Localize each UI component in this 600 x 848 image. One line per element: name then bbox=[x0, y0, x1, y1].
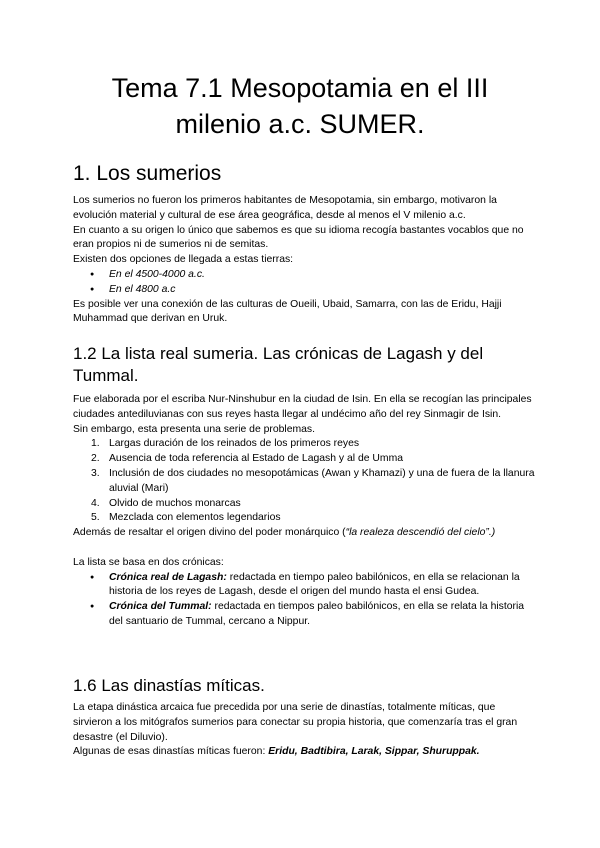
list-item: ● En el 4500-4000 a.c. bbox=[73, 268, 535, 283]
list-item bbox=[73, 497, 535, 512]
section1-paragraph-2: En cuanto a su origen lo único que sabemos es que su idioma recogía bastantes vocablos que no eran propios ni de sumerios ni de semitas. bbox=[73, 224, 524, 251]
section2-heading: 1.2 La lista real sumeria. Las crónicas de Lagash y del Tummal. bbox=[73, 344, 484, 385]
title-line-1: Tema 7.1 Mesopotamia en el III bbox=[111, 73, 489, 103]
list-item bbox=[73, 467, 535, 497]
section2-paragraph-1: Fue elaborada por el escriba Nur-Ninshubur en la ciudad de Isin. En ella se recogían las principales ciudades antediluvianas con sus reyes hasta llegar al undécimo año del rey Sinmagir de Isin. bbox=[73, 394, 532, 420]
list-item bbox=[73, 511, 535, 526]
list-item bbox=[73, 600, 535, 630]
item-number: 3. bbox=[91, 467, 100, 479]
dynasties-names: Eridu, Badtibira, Larak, Sippar, Shuruppak. bbox=[268, 746, 480, 758]
section1-heading: 1. Los sumerios bbox=[73, 162, 222, 185]
section1-body bbox=[73, 194, 535, 327]
section1-paragraph-4: Es posible ver una conexión de las culturas de Oueili, Ubaid, Samarra, con las de Eridu, Hajji Muhammad que derivan en Uruk. bbox=[73, 298, 502, 325]
item-number: 2. bbox=[91, 453, 100, 465]
section3-paragraph-2 bbox=[73, 745, 535, 760]
section2-paragraph-3 bbox=[73, 526, 535, 541]
title-line-2: milenio a.c. SUMER. bbox=[175, 109, 425, 139]
chronicle-name: Crónica del Tummal: bbox=[109, 601, 212, 613]
section1-paragraph-1: Los sumerios no fueron los primeros habitantes de Mesopotamia, sin embargo, motivaron la evolución material y cultural de ese área geográfica, desde al menos el V milenio a.c. bbox=[73, 195, 497, 221]
chronicle-name: Crónica real de Lagash: bbox=[109, 571, 227, 583]
list-item bbox=[73, 571, 535, 601]
section3-heading: 1.6 Las dinastías míticas. bbox=[73, 676, 265, 695]
item-text: Olvido de muchos monarcas bbox=[109, 497, 241, 509]
arrival-options-list bbox=[73, 268, 535, 298]
section2-paragraph-2: Sin embargo, esta presenta una serie de problemas. bbox=[73, 423, 316, 435]
divine-origin-text: Además de resaltar el origen divino del poder monárquico ( bbox=[73, 527, 346, 539]
problems-list bbox=[73, 437, 535, 526]
divine-origin-quote: “la realeza descendió del cielo”.) bbox=[345, 527, 496, 539]
item-number: 4. bbox=[91, 497, 100, 509]
section2-paragraph-4: La lista se basa en dos crónicas: bbox=[73, 556, 224, 568]
page-title bbox=[60, 70, 540, 142]
item-number: 1. bbox=[91, 438, 100, 450]
section2-body bbox=[73, 393, 535, 630]
item-text: Mezclada con elementos legendarios bbox=[109, 512, 281, 524]
blank-line bbox=[73, 541, 535, 556]
dynasties-intro: Algunas de esas dinastías míticas fueron: bbox=[73, 746, 269, 758]
section3-body bbox=[73, 701, 535, 760]
list-item: ● En el 4800 a.c bbox=[73, 283, 535, 298]
item-text: Inclusión de dos ciudades no mesopotámicas (Awan y Khamazi) y una de fuera de la llanura aluvial (Mari) bbox=[109, 467, 535, 494]
section3-paragraph-1: La etapa dinástica arcaica fue precedida por una serie de dinastías, totalmente míticas, que sirvieron a los mitógrafos sumerios para conectar su propia historia, que comenzaría tras el gran desastre (el Diluvio). bbox=[73, 702, 518, 743]
chronicles-list bbox=[73, 571, 535, 630]
item-number: 5. bbox=[91, 512, 100, 524]
list-item bbox=[73, 437, 535, 452]
list-item bbox=[73, 452, 535, 467]
chronicle-text: redactada en tiempo paleo babilónicos, en ella se relacionan la historia de los reyes de Lagash, desde el origen del mundo hasta el ensi Gudea. bbox=[109, 571, 520, 598]
item-text: Ausencia de toda referencia al Estado de Lagash y al de Umma bbox=[109, 453, 404, 465]
chronicle-text: redactada en tiempos paleo babilónicos, en ella se relata la historia del santuario de Tummal, cercano a Nippur. bbox=[109, 601, 525, 627]
item-text: Largas duración de los reinados de los primeros reyes bbox=[109, 438, 360, 450]
section1-paragraph-3: Existen dos opciones de llegada a estas tierras: bbox=[73, 254, 294, 266]
